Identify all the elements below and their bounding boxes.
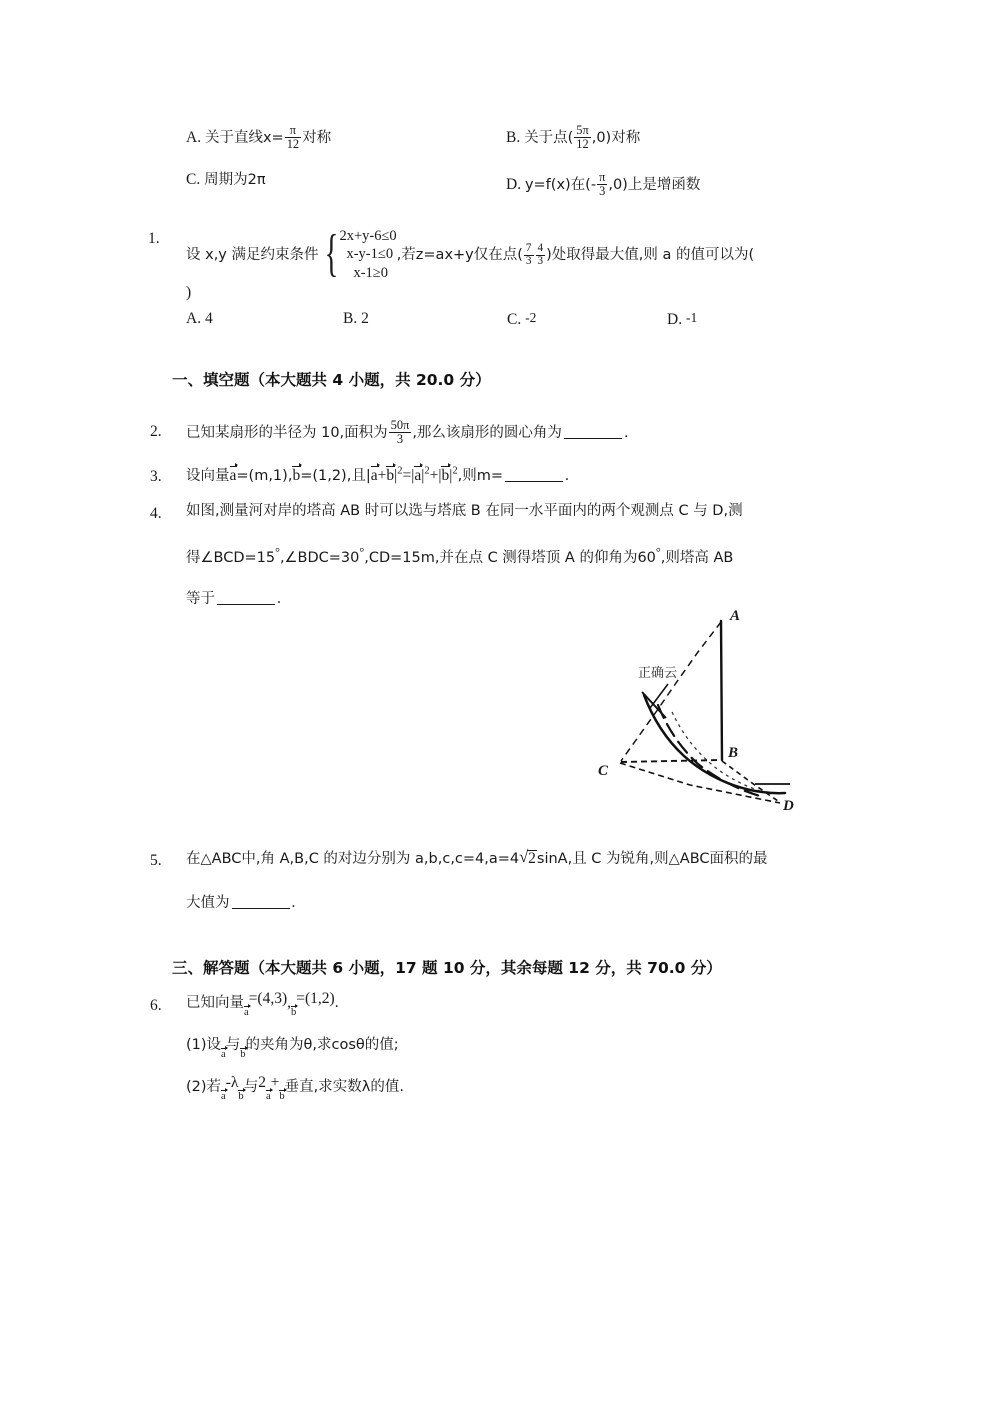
- question-3-eq2: =(1,2),且|: [300, 467, 371, 484]
- question-4-line2-a: 得∠BCD=15: [186, 550, 276, 567]
- base-line-cb: [621, 760, 721, 762]
- vector-a-q6-stem: a: [244, 1007, 249, 1019]
- question-6-part2-b: 与: [243, 1079, 259, 1095]
- question-3-exp2: 2: [424, 465, 430, 477]
- option-b-value: 2: [361, 310, 369, 327]
- question-1-mid: ,若z=ax+y仅在点(: [396, 247, 523, 264]
- choice-c-text: 周期为2π: [204, 172, 266, 188]
- question-3-plus: +: [377, 466, 387, 484]
- question-6-part2-two: 2: [258, 1074, 266, 1091]
- question-5-number: 5.: [150, 852, 162, 869]
- question-2-part1: 已知某扇形的半径为 10,面积为: [186, 425, 388, 442]
- section-heading-solve: 三、解答题（本大题共 6 小题，17 题 10 分，其余每题 12 分，共 70.0 分）: [172, 959, 722, 977]
- question-3-end: .: [564, 466, 569, 484]
- figure-label-c: C: [598, 763, 609, 779]
- question-3-number: 3.: [150, 468, 162, 485]
- question-6-part2-c: 垂直,求实数λ的值.: [284, 1079, 404, 1095]
- choice-b-text-after: ,0)对称: [591, 130, 641, 147]
- question-5-line2-text: 大值为: [186, 894, 230, 911]
- vector-b-1: b: [292, 466, 301, 484]
- choice-b-text-before: 关于点(: [524, 130, 574, 147]
- question-4-line1: [186, 503, 743, 519]
- river-bank-lower: [658, 705, 760, 796]
- question-5-line2: [186, 893, 295, 910]
- question-5-line1-b: sinA,且 C 为锐角,则△ABC面积的最: [536, 851, 768, 867]
- question-4-line2: [186, 546, 733, 566]
- option-c-label: C.: [507, 311, 522, 328]
- vector-b-q6-p2: b: [238, 1091, 244, 1103]
- question-1-option-a[interactable]: [186, 311, 213, 327]
- choice-a-fraction: $\frac{\pi}{12}$: [286, 123, 300, 152]
- constraint-system: [319, 227, 397, 282]
- choice-d-label: D.: [506, 176, 522, 194]
- question-3-eqmid: =|: [402, 466, 415, 484]
- question-6-number: 6.: [150, 997, 162, 1014]
- choice-a[interactable]: [186, 125, 331, 152]
- answer-blank-q2[interactable]: [564, 423, 622, 439]
- bank-tick-2: [650, 684, 668, 708]
- degree-symbol-3: °: [655, 545, 661, 559]
- question-4-line3-text: 等于: [186, 590, 215, 607]
- question-6-part2: [186, 1074, 404, 1103]
- choice-b-label: B.: [506, 129, 521, 147]
- question-3-eq1: =(m,1),: [236, 467, 293, 484]
- question-2-part3: .: [623, 425, 629, 442]
- question-6-stem-a: 已知向量: [186, 995, 244, 1011]
- question-1-stem: [186, 225, 755, 283]
- question-3-tail: ,则m=: [457, 467, 503, 484]
- point-y-fraction: $\frac{4}{3}$: [537, 241, 544, 267]
- question-6-stem-c: ,: [287, 994, 292, 1011]
- question-6-stem-d: =(1,2): [296, 990, 335, 1007]
- question-5-line1: [186, 847, 768, 867]
- question-4-number: 4.: [150, 505, 162, 522]
- figure-label-a: A: [730, 608, 741, 624]
- answer-blank-q5[interactable]: [232, 893, 290, 909]
- question-3-pow1: |: [394, 466, 398, 484]
- choice-a-text-before: 关于直线x=: [204, 130, 284, 147]
- question-6-part1: [186, 1037, 399, 1061]
- question-3-exp3: 2: [452, 465, 458, 477]
- figure-label-d: D: [783, 798, 794, 814]
- question-6-part1-b: 与: [225, 1037, 241, 1053]
- vector-b-q6-stem: b: [291, 1007, 297, 1019]
- figure-label-b: B: [728, 745, 739, 761]
- question-3-pow3: |: [449, 466, 453, 484]
- choice-a-text-after: 对称: [302, 130, 332, 147]
- question-4-line1-text: 如图,测量河对岸的塔高 AB 时可以选与塔底 B 在同一水平面内的两个观测点 C 与 D,测: [186, 503, 743, 519]
- option-d-label: D.: [667, 311, 683, 328]
- vector-a-q6-p2: a: [221, 1091, 226, 1103]
- option-c-value: -2: [525, 310, 537, 325]
- question-5-line1-a: 在△ABC中,角 A,B,C 的对边分别为 a,b,c,c=4,a=4: [186, 851, 520, 867]
- question-4-line2-b: ,∠BDC=30: [279, 550, 360, 567]
- vector-a-2: a: [370, 466, 378, 484]
- question-2-number: 2.: [150, 423, 162, 440]
- question-3-plusmid: +|: [429, 466, 442, 484]
- question-2-part2: ,那么该扇形的圆心角为: [412, 425, 562, 442]
- option-a-label: A.: [186, 310, 202, 327]
- question-2-fraction: $\frac{50\pi}{3}$: [390, 418, 410, 447]
- vector-a-q6-p1: a: [221, 1049, 226, 1061]
- question-6-part1-a: (1)设: [186, 1037, 222, 1053]
- tower-segment-ab: [721, 621, 722, 760]
- option-a-value: 4: [204, 310, 213, 327]
- option-d-value: -1: [685, 310, 698, 325]
- vector-b-3: b: [441, 466, 450, 484]
- point-x-fraction: $\frac{7}{3}$: [525, 241, 532, 267]
- question-1-lead: 设 x,y 满足约束条件: [186, 247, 319, 264]
- question-3-pow2: |: [421, 466, 425, 484]
- question-1-option-d[interactable]: [667, 311, 697, 328]
- left-brace-icon: {: [324, 225, 338, 283]
- vector-b-q6-p1: b: [240, 1049, 246, 1061]
- choice-c-label: C.: [186, 171, 201, 188]
- choice-b-fraction: $\frac{5\pi}{12}$: [576, 123, 589, 152]
- constraint-2: x-y-1≤0: [346, 246, 394, 263]
- question-3-part1: 设向量: [186, 467, 230, 484]
- degree-symbol-2: °: [359, 545, 365, 559]
- square-root: [519, 847, 537, 867]
- choice-b[interactable]: [506, 125, 640, 152]
- question-1-option-c[interactable]: [507, 311, 536, 328]
- constraint-1: 2x+y-6≤0: [339, 228, 397, 244]
- radical-symbol-icon: √: [519, 847, 529, 866]
- question-5-line2-end: .: [291, 893, 296, 911]
- answer-blank-q3[interactable]: [505, 466, 563, 482]
- question-1-continued: ): [186, 284, 192, 301]
- section-heading-fill-in-blank: 一、填空题（本大题共 4 小题，共 20.0 分）: [172, 371, 491, 389]
- sight-line-ca: [621, 622, 721, 761]
- question-6-stem: [186, 990, 339, 1019]
- option-b-label: B.: [343, 310, 358, 327]
- vector-b-2: b: [386, 466, 395, 484]
- question-6-stem-b: =(4,3): [248, 990, 288, 1007]
- tower-measurement-figure: [580, 600, 825, 832]
- question-4-line2-c: ,CD=15m,并在点 C 测得塔顶 A 的仰角为60: [364, 550, 656, 567]
- question-4-line3-end: .: [277, 589, 281, 607]
- base-line-bd: [722, 761, 778, 801]
- question-6-part1-c: 的夹角为θ,求cosθ的值;: [245, 1037, 399, 1053]
- question-4-line3: [186, 589, 281, 606]
- answer-blank-q4[interactable]: [217, 589, 275, 605]
- question-3-text: [186, 466, 569, 483]
- question-1-number: 1.: [148, 230, 160, 247]
- question-2-text: [186, 420, 629, 447]
- vector-a-3: a: [414, 466, 422, 484]
- river-bank-upper: [644, 695, 785, 793]
- choice-c[interactable]: [186, 172, 266, 188]
- constraint-3: x-1≥0: [353, 264, 389, 281]
- vector-a-1: a: [229, 466, 237, 484]
- question-3-exp1: 2: [397, 465, 403, 477]
- question-1-option-b[interactable]: [343, 311, 369, 327]
- vector-b-q6-p2b: b: [279, 1091, 285, 1103]
- question-4-line2-d: ,则塔高 AB: [660, 550, 734, 567]
- choice-d-fraction: $\frac{\pi}{3}$: [599, 170, 606, 199]
- radical-body: 2: [528, 850, 536, 867]
- question-1-tail: )处取得最大值,则 a 的值可以为(: [546, 247, 755, 264]
- choice-d-text-after: ,0)上是增函数: [608, 177, 701, 194]
- choice-d[interactable]: [506, 172, 700, 199]
- watermark-text: 正确云: [638, 666, 678, 681]
- question-6-stem-e: .: [334, 994, 339, 1011]
- choice-d-text-before: y=f(x)在(-: [524, 177, 597, 194]
- question-6-part2-a: (2)若: [186, 1079, 222, 1095]
- vector-a-q6-p2b: a: [265, 1091, 271, 1103]
- degree-symbol-1: °: [275, 545, 280, 559]
- question-6-part2-minus: -λ: [225, 1074, 239, 1091]
- question-6-part2-plus: +: [270, 1074, 280, 1091]
- choice-a-label: A.: [186, 129, 202, 147]
